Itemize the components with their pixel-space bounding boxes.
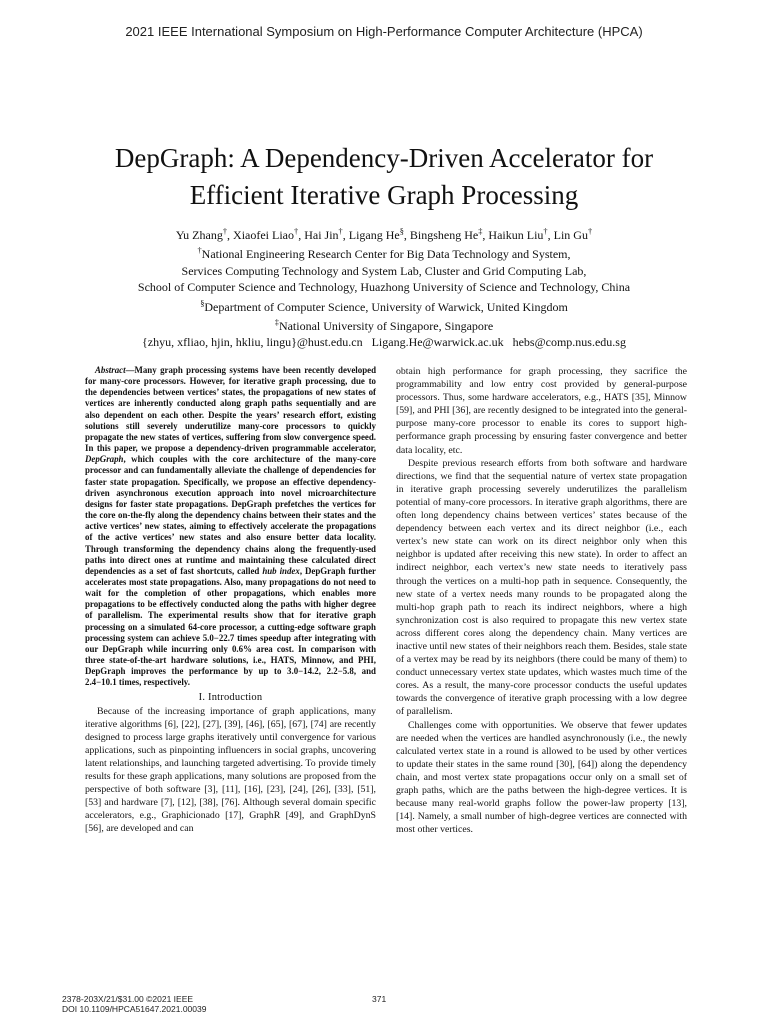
abstract: [85, 365, 376, 689]
author: Lin Gu: [553, 228, 588, 242]
abstract-text: —Many graph processing systems have been recently developed for many-core processors. However, for iterative graph processing, due to the dependencies between vertices’ states, the propagations of new states of vertices are inherently conducted along graph paths sequentially and are also dependent on each other. Despite the years’ research effort, existing solutions still severely underutilize many-core processors to quickly propagate the new states of vertices, suffering from slow convergence speed. In this paper, we propose a dependency-driven programmable accelerator,: [85, 365, 376, 454]
author-mark: †: [338, 227, 343, 236]
abstract-text: , which couples with the core architecture of the many-core processor and can fundamentally alleviate the challenge of dependencies for faster state propagation. Specifically, we propose an effective dependency-driven asynchronous execution approach into novel microarchitecture designs for faster state propagations. DepGraph prefetches the vertices for the core on-the-fly along the dependency chains between their states and the active vertices’ new states, aiming to effectively accelerate the propagations of the active vertices’ new states and also ensure better data locality. Through transforming the dependency chains along the frequently-used paths into direct ones at runtime and maintaining these calculated direct dependencies as a set of fast shortcuts, called: [85, 454, 376, 576]
author-mark: ‡: [478, 227, 483, 236]
right-column: [396, 365, 687, 836]
affiliation-line: School of Computer Science and Technology, Huazhong University of Science and Technology, China: [137, 280, 631, 295]
intro-paragraph: Because of the increasing importance of graph applications, many iterative algorithms [6], [22], [27], [39], [46], [65], [67], [74] are recently designed to process large graphs iteratively until convergence for various applications, such as pinpointing influencers in social graphs, uncovering latent relationships, and launching targeted advertising. To provide timely results for these graph applications, many solutions are proposed from the perspective of both software [3], [11], [16], [23], [24], [26], [33], [51], [53] and hardware [7], [12], [38], [76]. Although several domain specific accelerators, e.g., Graphicionado [17], GraphR [49], and GraphDynS [56], are developed and can: [85, 705, 376, 835]
copyright-line: 2378-203X/21/$31.00 ©2021 IEEE: [62, 994, 194, 1004]
affiliation-line: [40, 243, 728, 262]
author-mark: §: [399, 227, 404, 236]
author-mark: †: [587, 227, 593, 236]
title-line-2: Efficient Iterative Graph Processing: [189, 180, 579, 210]
affiliation-line: [40, 296, 728, 315]
body-paragraph: obtain high performance for graph processing, they sacrifice the programmability and low entry cost provided by general-purpose processors. Thus, some hardware accelerators, e.g., HATS [35], Minnow [59], and PHI [36], are recently designed to be integrated into the general-purpose many-core processor to enable its cores to support high-performance graph processing by ensuring faster convergence and better data locality, etc.: [396, 366, 687, 456]
page-number: 371: [372, 994, 387, 1004]
conference-header: 2021 IEEE International Symposium on High-Performance Computer Architecture (HPCA): [125, 24, 643, 39]
abstract-system-name: DepGraph: [85, 454, 124, 465]
author-mark: †: [294, 227, 299, 236]
author-block: [40, 224, 728, 351]
doi-line: DOI 10.1109/HPCA51647.2021.00039: [62, 1004, 207, 1014]
abstract-hub-index: hub index: [262, 565, 300, 576]
copyright-footer: [62, 994, 206, 1014]
abstract-label: Abstract: [95, 365, 126, 375]
body-paragraph: Challenges come with opportunities. We observe that fewer updates are needed when the vertices are handled asynchronously (i.e., the newly calculated vertex state in a round is allowed to be used by other vertices to update their states in the same round [30], [64]) along the dependency chain, and most vertex state propagations occur only on a small set of graph paths, which are the paths between the high-degree vertices. It is because many real-world graphs follow the power-law property [13], [14]. Namely, a small number of high-degree vertices are connected with most other vertices.: [396, 719, 687, 836]
affiliation-text: National University of Singapore, Singapore: [278, 319, 494, 334]
author-list: Yu Zhang†, Xiaofei Liao†, Hai Jin†, Ligang He§, Bingsheng He‡, Haikun Liu†, Lin Gu†: [175, 227, 593, 242]
email-line: {zhyu, xfliao, hjin, hkliu, lingu}@hust.edu.cn Ligang.He@warwick.ac.uk hebs@comp.nus.edu.sg: [142, 335, 626, 350]
affiliation-text: Department of Computer Science, University of Warwick, United Kingdom: [204, 299, 568, 314]
body-paragraph: Despite previous research efforts from both software and hardware directions, we find that the sequential nature of vertex state propagation in iterative graph processing severely underutilizes the parallelism potential of many-core processors. In iterative graph algorithms, there are often long dependency chains between vertices’ states because of the dependency between each vertex and its direct neighbor (i.e., each vertex’s new state can work on its direct neighbor only when this neighbor is updated after receiving this new state). In order to affect an indirect neighbor, each vertex’s new state needs to iteratively pass through the vertices on a multi-hop path in sequence. Consequently, the new state of a vertex needs many rounds to be propagated along the multi-hop graph path to reach its indirect neighbors, where a high synchronization cost is also required to propagate this new vertex state across different cores along the dependency chain. Many vertices are inactive until new states of their neighbors reach them. Besides, stale state of a vertex may be read by its neighbors (there could be many of them) to conduct unnecessary vertex state updates, which wastes much time of the cores. As a result, the many-core processor conducts the useful updates towards the convergence of iterative graph processing with a low degree of parallelism.: [396, 457, 687, 718]
author: Bingsheng He: [409, 228, 479, 242]
affiliation-text: National Engineering Research Center for Big Data Technology and System,: [201, 247, 571, 262]
author: Xiaofei Liao: [233, 228, 295, 242]
abstract-text: , DepGraph further accelerates most state propagations. Also, many propagations do not need to wait for the completion of other propagations, which enables more propagations to be effectively conducted along the paths with higher degree of parallelism. The experimental results show that for iterative graph processing on a simulated 64-core processor, a cutting-edge software graph processing system can achieve 5.0−22.7 times speedup after integrating with our DepGraph while incurring only 0.6% area cost. In comparison with three state-of-the-art hardware solutions, i.e., HATS, Minnow, and PHI, DepGraph improves the performance by up to 3.0−14.2, 2.2−5.8, and 2.4−10.1 times, respectively.: [85, 565, 376, 688]
left-column: [85, 365, 376, 836]
section-heading: I. Introduction: [198, 691, 263, 703]
paper-title: [40, 140, 728, 214]
affiliation-mark: †: [197, 246, 202, 256]
author-mark: †: [222, 227, 228, 236]
affiliation-line: Services Computing Technology and System Lab, Cluster and Grid Computing Lab,: [181, 263, 587, 278]
author: Ligang He: [348, 228, 400, 242]
affiliation-mark: §: [200, 298, 205, 308]
author: Hai Jin: [304, 228, 339, 242]
affiliation-mark: ‡: [274, 318, 279, 328]
title-line-1: DepGraph: A Dependency-Driven Accelerator for: [114, 143, 654, 173]
author-mark: †: [543, 227, 548, 236]
affiliation-line: [40, 315, 728, 334]
author: Haikun Liu: [488, 228, 544, 242]
author: Yu Zhang: [175, 228, 223, 242]
